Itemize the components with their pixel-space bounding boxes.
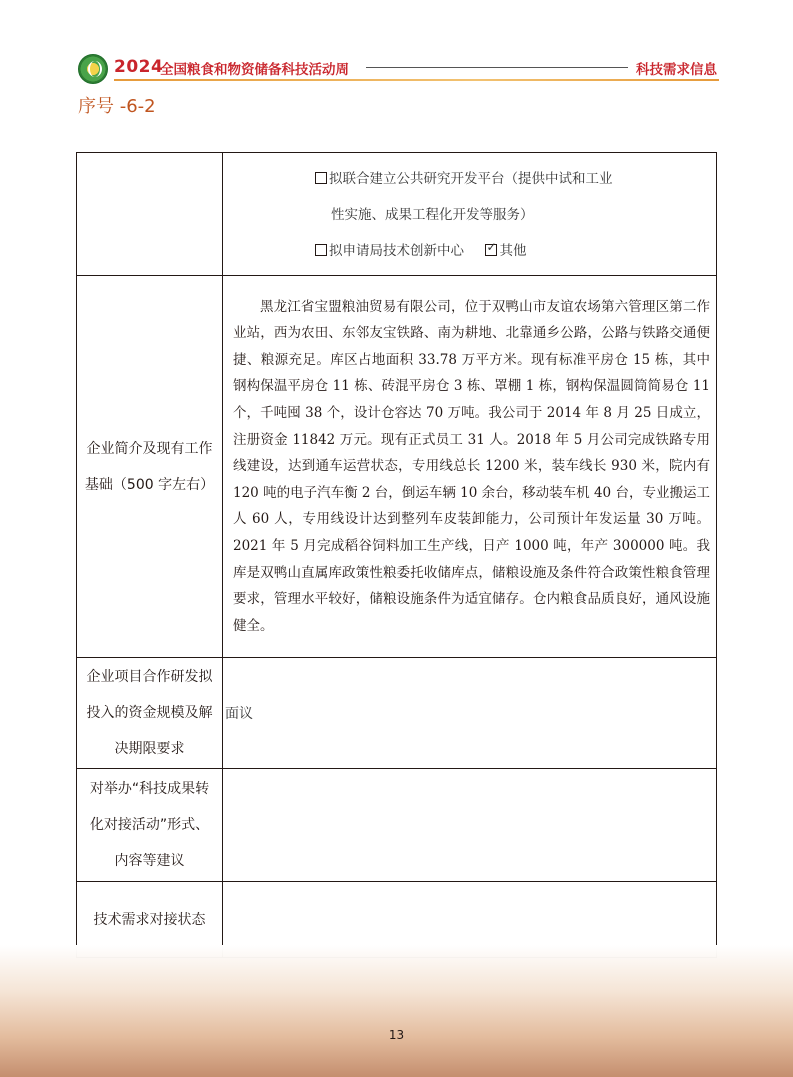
intro-cell [223,276,717,658]
funding-label: 企业项目合作研发拟 投入的资金规模及解 决期限要求 [77,658,223,769]
suggestions-label: 对举办“科技成果转 化对接活动”形式、 内容等建议 [77,769,223,882]
suggestions-cell [223,769,717,882]
footer-decoration [0,945,793,1077]
checkbox-unchecked-icon[interactable] [315,244,327,256]
page-header [0,0,793,90]
header-year: 2024 [114,57,164,77]
funding-cell [223,658,717,769]
funding-value: 面议 [225,706,253,722]
header-divider [366,67,628,68]
header-title: 全国粮食和物资储备科技活动周 [160,62,349,78]
options-label-cell [77,153,223,276]
header-section: 科技需求信息 [636,62,717,78]
option-joint-platform-cont: 性实施、成果工程化开发等服务） [331,207,534,223]
form-row-intro [77,276,717,658]
sequence-number: 序号 -6-2 [78,96,156,117]
checkbox-unchecked-icon[interactable] [315,172,327,184]
form-row-suggestions [77,769,717,882]
emblem-logo [78,54,108,84]
page-number: 13 [388,1028,405,1042]
checkbox-checked-icon[interactable] [485,244,497,256]
header-underline [114,79,719,81]
form-row-options [77,153,717,276]
intro-label: 企业简介及现有工作 基础（500 字左右） [77,276,223,658]
company-intro-text: 黑龙江省宝盟粮油贸易有限公司，位于双鸭山市友谊农场第六管理区第二作业站，西为农田、东邻友宝铁路、南为耕地、北靠通乡公路，公路与铁路交通便捷、粮源充足。库区占地面积 33.78 万平方米。现有标准平房仓 15 栋，其中钢构保温平房仓 11 栋、砖混平房仓 3 栋、罩棚 1 栋，钢构保温圆筒简易仓 11 个，千吨囤 38 个，设计仓容达 70 万吨。我公司于 2014 年 8 月 25 日成立，注册资金 11842 万元。现有正式员工 31 人。2018 年 5 月公司完成铁路专用线建设，达到通车运营状态，专用线总长 1200 米，装车线长 930 米，院内有 120 吨的电子汽车衡 2 台，倒运车辆 10 余台，移动装车机 40 台，专业搬运工人 60 人，专用线设计达到整列车皮装卸能力，公司预计年发运量 30 万吨。2021 年 5 月完成稻谷饲料加工生产线，日产 1000 吨，年产 300000 吨。我库是双鸭山直属库政策性粮委托收储库点，储粮设施及条件符合政策性粮食管理要求，管理水平较好，储粮设施条件为适宜储存。仓内粮食品质良好，通风设施健全。 [233,298,710,634]
option-other: 其他 [499,243,527,259]
form-row-funding [77,658,717,769]
option-innovation-center: 拟申请局技术创新中心 [329,243,464,259]
status-label: 技术需求对接状态 [77,882,223,958]
options-cell [223,153,717,276]
option-joint-platform: 拟联合建立公共研究开发平台（提供中试和工业 [329,171,613,187]
requirement-form-table [76,152,717,958]
